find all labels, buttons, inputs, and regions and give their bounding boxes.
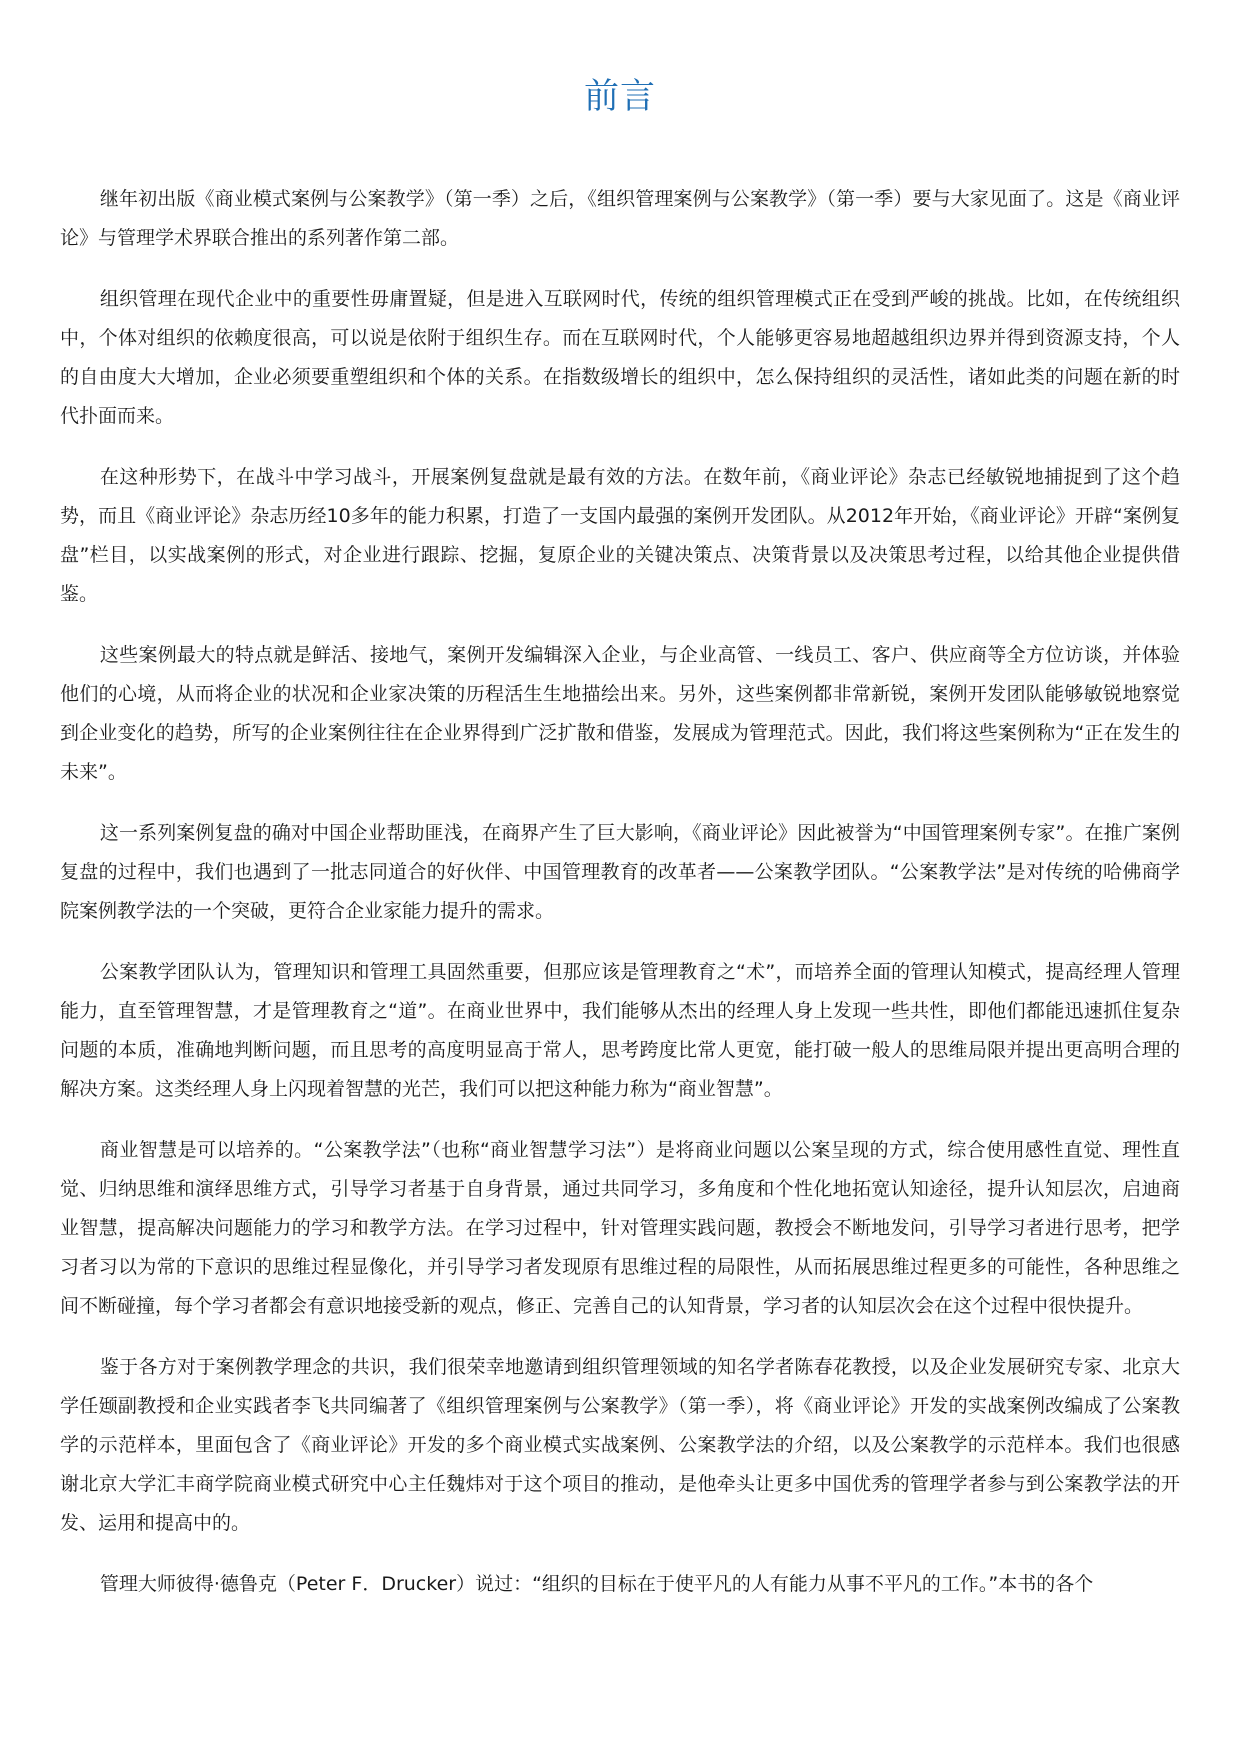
paragraph-6: 公案教学团队认为，管理知识和管理工具固然重要，但那应该是管理教育之“术”，而培养全面的管理认知模式，提高经理人管理能力，直至管理智慧，才是管理教育之“道”。在商业世界中，我们能够从杰出的经理人身上发现一些共性，即他们都能迅速抓住复杂问题的本质，准确地判断问题，而且思考的高度明显高于常人，思考跨度比常人更宽，能打破一般人的思维局限并提出更高明合理的解决方案。这类经理人身上闪现着智慧的光芒，我们可以把这种能力称为“商业智慧”。 (60, 961, 1180, 1100)
paragraph-7: 商业智慧是可以培养的。“公案教学法”（也称“商业智慧学习法”）是将商业问题以公案呈现的方式，综合使用感性直觉、理性直觉、归纳思维和演绎思维方式，引导学习者基于自身背景，通过共同学习，多角度和个性化地拓宽认知途径，提升认知层次，启迪商业智慧，提高解决问题能力的学习和教学方法。在学习过程中，针对管理实践问题，教授会不断地发问，引导学习者进行思考，把学习者习以为常的下意识的思维过程显像化，并引导学习者发现原有思维过程的局限性，从而拓展思维过程更多的可能性，各种思维之间不断碰撞，每个学习者都会有意识地接受新的观点，修正、完善自己的认知背景，学习者的认知层次会在这个过程中很快提升。 (60, 1139, 1180, 1317)
paragraph-2: 组织管理在现代企业中的重要性毋庸置疑，但是进入互联网时代，传统的组织管理模式正在受到严峻的挑战。比如，在传统组织中，个体对组织的依赖度很高，可以说是依附于组织生存。而在互联网时代，个人能够更容易地超越组织边界并得到资源支持，个人的自由度大大增加，企业必须要重塑组织和个体的关系。在指数级增长的组织中，怎么保持组织的灵活性，诸如此类的问题在新的时代扑面而来。 (60, 288, 1180, 427)
paragraph-8: 鉴于各方对于案例教学理念的共识，我们很荣幸地邀请到组织管理领域的知名学者陈春花教授，以及企业发展研究专家、北京大学任颋副教授和企业实践者李飞共同编著了《组织管理案例与公案教学》（第一季），将《商业评论》开发的实战案例改编成了公案教学的示范样本，里面包含了《商业评论》开发的多个商业模式实战案例、公案教学法的介绍，以及公案教学的示范样本。我们也很感谢北京大学汇丰商学院商业模式研究中心主任魏炜对于这个项目的推动，是他牵头让更多中国优秀的管理学者参与到公案教学法的开发、运用和提高中的。 (60, 1356, 1180, 1534)
paragraph-5: 这一系列案例复盘的确对中国企业帮助匪浅，在商界产生了巨大影响，《商业评论》因此被誉为“中国管理案例专家”。在推广案例复盘的过程中，我们也遇到了一批志同道合的好伙伴、中国管理教育的改革者——公案教学团队。“公案教学法”是对传统的哈佛商学院案例教学法的一个突破，更符合企业家能力提升的需求。 (60, 822, 1180, 922)
document-body (60, 180, 1180, 1604)
paragraph-1: 继年初出版《商业模式案例与公案教学》（第一季）之后，《组织管理案例与公案教学》（第一季）要与大家见面了。这是《商业评论》与管理学术界联合推出的系列著作第二部。 (60, 188, 1180, 249)
paragraph-9: 管理大师彼得·德鲁克（Peter F．Drucker）说过：“组织的目标在于使平凡的人有能力从事不平凡的工作。”本书的各个 (99, 1573, 1094, 1595)
paragraph-3: 在这种形势下，在战斗中学习战斗，开展案例复盘就是最有效的方法。在数年前，《商业评论》杂志已经敏锐地捕捉到了这个趋势，而且《商业评论》杂志历经10多年的能力积累，打造了一支国内最强的案例开发团队。从2012年开始，《商业评论》开辟“案例复盘”栏目，以实战案例的形式，对企业进行跟踪、挖掘，复原企业的关键决策点、决策背景以及决策思考过程，以给其他企业提供借鉴。 (60, 466, 1180, 605)
page-title: 前言 (583, 77, 656, 117)
paragraph-4: 这些案例最大的特点就是鲜活、接地气，案例开发编辑深入企业，与企业高管、一线员工、客户、供应商等全方位访谈，并体验他们的心境，从而将企业的状况和企业家决策的历程活生生地描绘出来。另外，这些案例都非常新锐，案例开发团队能够敏锐地察觉到企业变化的趋势，所写的企业案例往往在企业界得到广泛扩散和借鉴，发展成为管理范式。因此，我们将这些案例称为“正在发生的未来”。 (60, 644, 1180, 783)
